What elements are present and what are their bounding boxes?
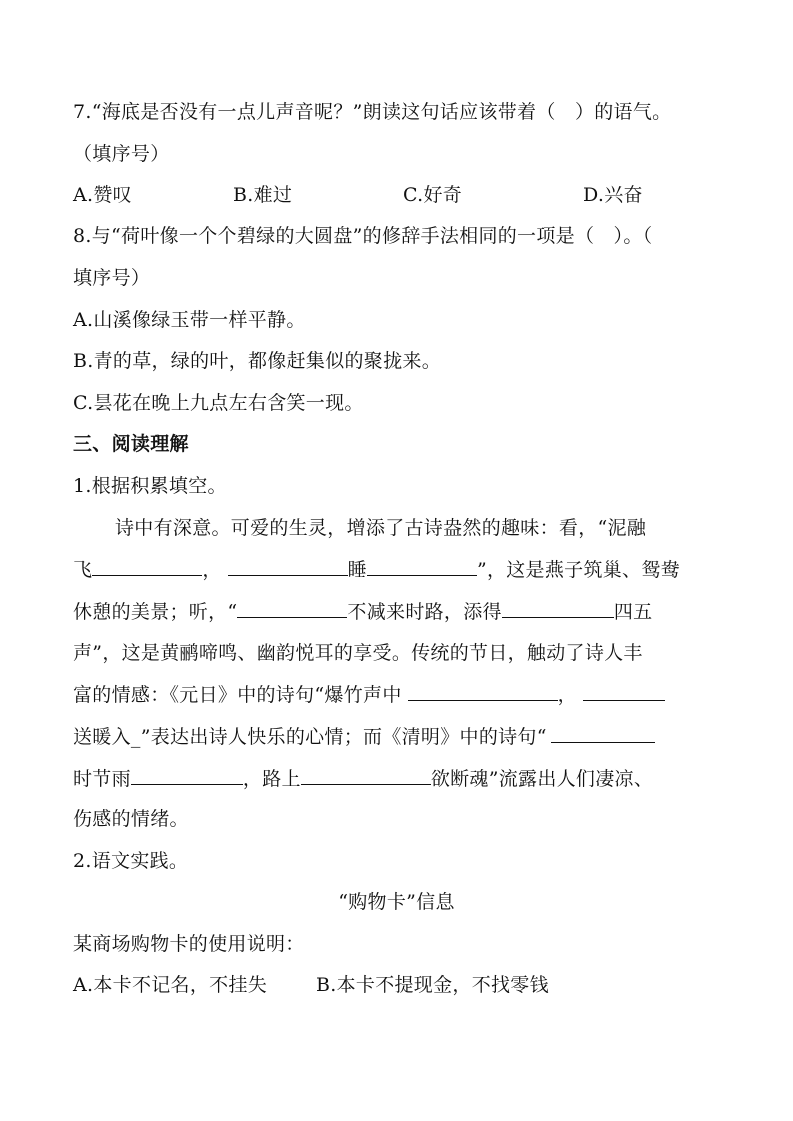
fill-blank[interactable]	[301, 766, 431, 785]
card-rule-a: A.本卡不记名，不挂失	[73, 974, 268, 996]
q7-option-b: B.难过	[233, 184, 293, 206]
para-line-4: 声”，这是黄鹂啼鸣、幽韵悦耳的享受。传统的节日，触动了诗人丰	[73, 642, 643, 664]
fill-blank[interactable]	[408, 682, 558, 701]
q7-stem: 7.“海底是否没有一点儿声音呢？”朗读这句话应该带着（ ）的语气。	[73, 101, 672, 123]
q7-option-a: A.赞叹	[73, 184, 132, 206]
fill-blank[interactable]	[228, 557, 348, 576]
q7-option-c: C.好奇	[403, 184, 463, 206]
para-line-2: 飞 ， 睡 ”，这是燕子筑巢、鸳鸯	[73, 559, 680, 581]
q7-option-d: D.兴奋	[583, 184, 643, 206]
q8-stem: 8.与“荷叶像一个个碧绿的大圆盘”的修辞手法相同的一项是（ ）。（	[73, 225, 653, 247]
q7-stem-cont: （填序号）	[73, 143, 170, 165]
para-line-6: 送暖入_”表达出诗人快乐的心情；而《清明》中的诗句“	[73, 724, 733, 749]
fill-blank[interactable]	[583, 682, 665, 701]
para-line-1: 诗中有深意。可爱的生灵，增添了古诗盎然的趣味：看，“泥融	[115, 517, 647, 539]
para-line-3: 休憩的美景；听，“ 不减来时路，添得 四五	[73, 601, 653, 623]
fill-blank[interactable]	[92, 557, 202, 576]
q2-title: 2.语文实践。	[73, 850, 189, 872]
fill-blank[interactable]	[502, 599, 614, 618]
fill-blank[interactable]	[131, 766, 243, 785]
q8-option-a: A.山溪像绿玉带一样平静。	[73, 309, 306, 331]
para-line-8: 伤感的情绪。	[73, 808, 189, 830]
q8-option-b: B.青的草，绿的叶，都像赶集似的聚拢来。	[73, 350, 442, 372]
q8-stem-cont: 填序号）	[73, 267, 151, 289]
para-line-5: 富的情感：《元日》中的诗句“爆竹声中 ，	[73, 682, 733, 707]
q1-title: 1.根据积累填空。	[73, 475, 227, 497]
fill-blank[interactable]	[237, 599, 347, 618]
q8-option-c: C.昙花在晚上九点左右含笑一现。	[73, 392, 364, 414]
card-intro: 某商场购物卡的使用说明：	[73, 933, 305, 955]
card-rule-b: B.本卡不提现金，不找零钱	[316, 974, 549, 996]
fill-blank[interactable]	[367, 557, 477, 576]
para-line-7: 时节雨 ，路上 欲断魂”流露出人们凄凉、	[73, 768, 654, 790]
section-title: 三、阅读理解	[73, 433, 189, 455]
card-title: “购物卡”信息	[338, 891, 455, 913]
fill-blank[interactable]	[551, 724, 655, 743]
